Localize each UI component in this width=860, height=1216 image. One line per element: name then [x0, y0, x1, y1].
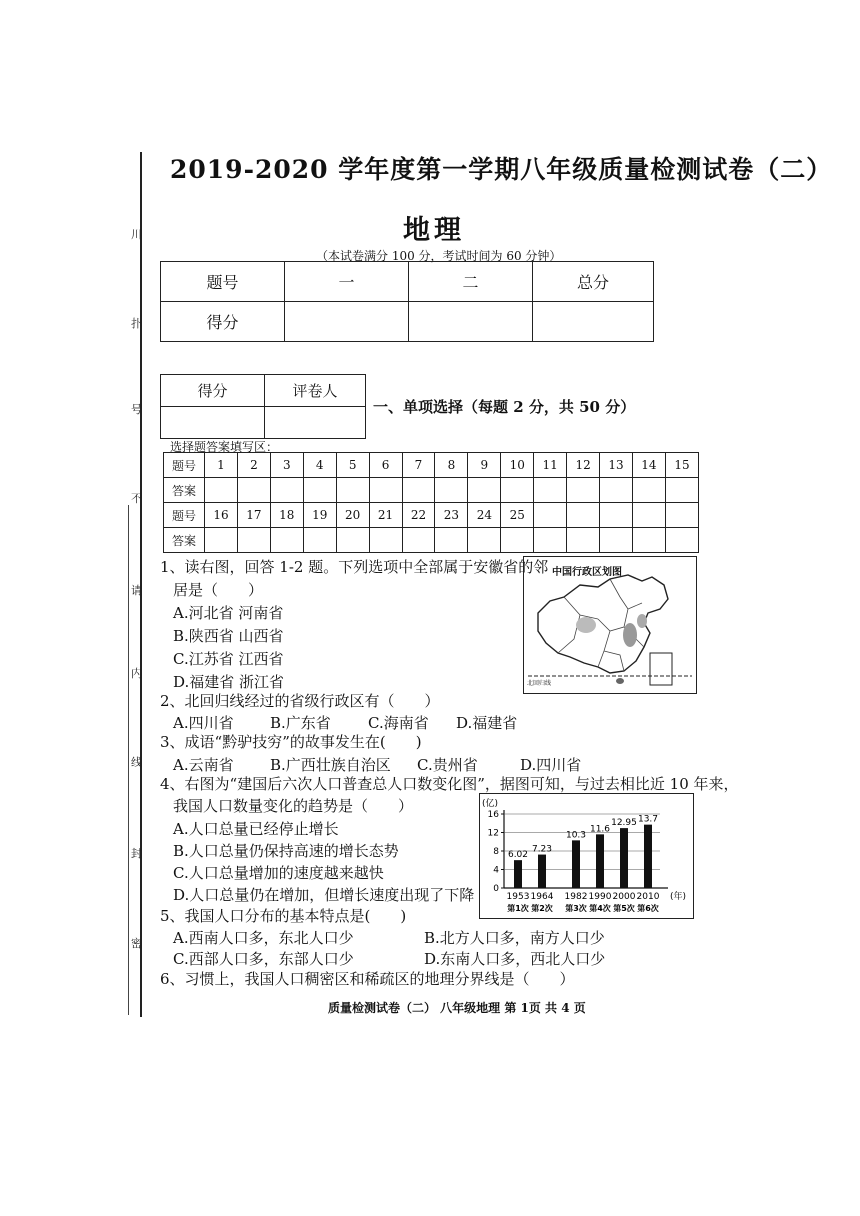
bar-value-label: 12.95 [611, 818, 637, 829]
answer-cell[interactable] [567, 528, 600, 553]
question-1-option-d: D.福建省 浙江省 [173, 673, 285, 691]
question-2-stem: 2、北回归线经过的省级行政区有（ ） [160, 692, 440, 710]
bar-value-label: 11.6 [589, 824, 611, 835]
bar-2010 [644, 825, 652, 888]
score-cell[interactable] [285, 302, 409, 342]
question-1-stem: 1、读右图，回答 1-2 题。下列选项中全部属于安徽省的邻 [160, 558, 549, 576]
question-3-option-d: D.四川省 [520, 756, 582, 774]
margin-char: 线 [131, 756, 142, 769]
bar-value-label: 13.7 [637, 814, 659, 825]
answer-cell[interactable] [336, 528, 369, 553]
question-5-option-b: B.北方人口多，南方人口少 [424, 929, 605, 947]
question-1-option-a: A.河北省 河南省 [173, 604, 284, 622]
answer-cell[interactable] [402, 478, 435, 503]
score-header-cell: 二 [409, 262, 533, 302]
score-table [160, 261, 654, 342]
answer-number-cell [600, 503, 633, 528]
answer-number-cell: 2 [237, 453, 270, 478]
map-title: 中国行政区划图 [552, 567, 622, 578]
x-tick-label: 1964 [530, 892, 554, 902]
score-cell[interactable] [409, 302, 533, 342]
x-tick-label: 1953 [506, 892, 530, 902]
census-label: 第4次 [589, 904, 611, 913]
x-tick-label: 1982 [564, 892, 588, 902]
province-shade [623, 623, 637, 647]
answer-number-cell: 12 [567, 453, 600, 478]
answer-cell[interactable] [402, 528, 435, 553]
answer-number-cell: 17 [237, 503, 270, 528]
answer-number-cell: 3 [270, 453, 303, 478]
answer-number-cell: 23 [435, 503, 468, 528]
margin-char: 请 [131, 584, 142, 597]
answer-number-cell: 4 [303, 453, 336, 478]
answer-cell[interactable] [369, 478, 402, 503]
answer-number-cell: 5 [336, 453, 369, 478]
exam-note: （本试卷满分 100 分，考试时间为 60 分钟） [316, 249, 562, 263]
y-tick-label: 4 [493, 865, 499, 876]
population-bar-chart [480, 794, 693, 918]
answer-number-cell [534, 503, 567, 528]
margin-char: 封 [131, 847, 142, 860]
answer-cell[interactable] [336, 478, 369, 503]
answer-number-cell: 6 [369, 453, 402, 478]
answer-number-cell [567, 503, 600, 528]
answer-cell[interactable] [632, 478, 665, 503]
question-6-stem: 6、习惯上，我国人口稠密区和稀疏区的地理分界线是（ ） [160, 970, 575, 988]
bar-1982 [572, 840, 580, 888]
answer-number-cell: 19 [303, 503, 336, 528]
section-title: 一、单项选择（每题 2 分，共 50 分） [373, 398, 636, 416]
answer-row-label-number: 题号 [164, 503, 205, 528]
bar-1953 [514, 860, 522, 888]
census-label: 第3次 [565, 904, 587, 913]
margin-char: 不 [131, 492, 142, 505]
y-tick-label: 8 [493, 847, 499, 857]
page-footer: 质量检测试卷（二） 八年级地理 第 1页 共 4 页 [328, 1001, 586, 1015]
question-3-stem: 3、成语“黔驴技穷”的故事发生在( ) [160, 733, 422, 751]
answer-number-cell: 9 [468, 453, 501, 478]
question-5-stem: 5、我国人口分布的基本特点是( ) [160, 907, 407, 925]
answer-cell[interactable] [468, 528, 501, 553]
answer-cell[interactable] [205, 478, 238, 503]
question-5-option-a: A.西南人口多，东北人口少 [173, 929, 354, 947]
question-2-option-c: C.海南省 [368, 714, 429, 732]
question-2-option-a: A.四川省 [173, 714, 234, 732]
subject-title: 地理 [403, 215, 465, 246]
answer-number-cell [632, 503, 665, 528]
grader-cell[interactable] [265, 407, 366, 439]
answer-cell[interactable] [303, 528, 336, 553]
question-2-option-d: D.福建省 [456, 714, 518, 732]
tropic-label: 北回归线 [527, 680, 552, 687]
question-1-option-c: C.江苏省 江西省 [173, 650, 284, 668]
answer-cell[interactable] [600, 528, 633, 553]
china-map-svg [524, 557, 696, 693]
answer-number-cell: 21 [369, 503, 402, 528]
answer-cell[interactable] [501, 528, 534, 553]
bar-value-label: 6.02 [507, 850, 529, 861]
grader-cell[interactable] [161, 407, 265, 439]
answer-cell[interactable] [632, 528, 665, 553]
score-header-cell: 总分 [533, 262, 654, 302]
answer-number-cell: 7 [402, 453, 435, 478]
answer-cell[interactable] [270, 528, 303, 553]
score-header-cell: 题号 [161, 262, 285, 302]
question-4-option-c: C.人口总量增加的速度越来越快 [173, 864, 384, 882]
grader-header-cell: 评卷人 [265, 375, 366, 407]
question-5-option-d: D.东南人口多，西北人口少 [424, 950, 606, 968]
answer-number-cell: 1 [205, 453, 238, 478]
x-tick-label: 2010 [636, 892, 660, 902]
hainan-island [616, 678, 624, 684]
answer-cell[interactable] [369, 528, 402, 553]
answer-area-label: 选择题答案填写区： [170, 440, 279, 454]
margin-char: 号 [131, 403, 142, 416]
population-chart-figure [479, 793, 694, 919]
answer-number-cell: 25 [501, 503, 534, 528]
question-3-option-c: C.贵州省 [417, 756, 478, 774]
y-tick-label: 16 [487, 810, 499, 820]
question-4-option-d: D.人口总量仍在增加，但增长速度出现了下降 [173, 886, 475, 904]
exam-title: 2019-2020 学年度第一学期八年级质量检测试卷（二） [170, 155, 833, 184]
answer-number-cell: 18 [270, 503, 303, 528]
census-label: 第5次 [613, 904, 635, 913]
answer-number-cell: 14 [632, 453, 665, 478]
answer-number-cell: 15 [665, 453, 698, 478]
census-label: 第1次 [507, 904, 529, 913]
x-tick-label: 2000 [612, 892, 636, 902]
province-shade [576, 617, 596, 633]
question-4-stem: 4、右图为“建国后六次人口普查总人口数变化图”，据图可知，与过去相比近 10 年来， [160, 775, 739, 793]
bar-2000 [620, 828, 628, 888]
question-4-option-b: B.人口总量仍保持高速的增长态势 [173, 842, 399, 860]
question-5-option-c: C.西部人口多，东部人口少 [173, 950, 354, 968]
answer-cell[interactable] [600, 478, 633, 503]
question-4-stem-cont: 我国人口数量变化的趋势是（ ） [173, 797, 414, 815]
answer-number-cell: 11 [534, 453, 567, 478]
answer-number-cell: 22 [402, 503, 435, 528]
census-label: 第6次 [637, 904, 659, 913]
y-axis-label: (亿) [482, 799, 499, 809]
margin-char: 密 [131, 937, 142, 950]
answer-number-cell [665, 503, 698, 528]
answer-row-label-number: 题号 [164, 453, 205, 478]
grader-header-cell: 得分 [161, 375, 265, 407]
bar-1964 [538, 855, 546, 888]
answer-cell[interactable] [665, 478, 698, 503]
answer-cell[interactable] [665, 528, 698, 553]
y-tick-label: 12 [487, 828, 499, 839]
answer-number-cell: 24 [468, 503, 501, 528]
province-shade [637, 614, 647, 628]
y-tick-label: 0 [493, 884, 499, 894]
question-1-stem-cont: 居是（ ） [173, 581, 264, 599]
score-cell[interactable] [533, 302, 654, 342]
answer-cell[interactable] [501, 478, 534, 503]
answer-row-label-answer: 答案 [164, 528, 205, 553]
answer-cell[interactable] [567, 478, 600, 503]
answer-number-cell: 13 [600, 453, 633, 478]
answer-cell[interactable] [237, 528, 270, 553]
answer-number-cell: 16 [205, 503, 238, 528]
bar-1990 [596, 834, 604, 888]
x-axis-label: (年) [670, 892, 687, 902]
grader-table [160, 374, 366, 439]
binding-line-inner [128, 505, 129, 1015]
census-label: 第2次 [531, 904, 553, 913]
answer-row-label-answer: 答案 [164, 478, 205, 503]
score-header-cell: 一 [285, 262, 409, 302]
answer-cell[interactable] [534, 528, 567, 553]
china-map-figure [523, 556, 697, 694]
answer-number-cell: 8 [435, 453, 468, 478]
question-2-option-b: B.广东省 [270, 714, 331, 732]
question-4-option-a: A.人口总量已经停止增长 [173, 820, 339, 838]
answer-cell[interactable] [435, 528, 468, 553]
bar-value-label: 7.23 [531, 844, 553, 855]
margin-char: 川 [131, 228, 142, 241]
answer-cell[interactable] [435, 478, 468, 503]
margin-char: 内 [131, 667, 142, 680]
answer-cell[interactable] [303, 478, 336, 503]
answer-number-cell: 10 [501, 453, 534, 478]
answer-cell[interactable] [270, 478, 303, 503]
south-china-sea-inset [650, 653, 672, 685]
answer-table [163, 452, 699, 553]
answer-cell[interactable] [205, 528, 238, 553]
question-3-option-b: B.广西壮族自治区 [270, 756, 391, 774]
score-row-label: 得分 [161, 302, 285, 342]
answer-cell[interactable] [237, 478, 270, 503]
question-1-option-b: B.陕西省 山西省 [173, 627, 284, 645]
question-3-option-a: A.云南省 [173, 756, 234, 774]
answer-cell[interactable] [534, 478, 567, 503]
answer-cell[interactable] [468, 478, 501, 503]
answer-number-cell: 20 [336, 503, 369, 528]
bar-value-label: 10.3 [565, 830, 587, 841]
margin-char: 扑 [131, 317, 142, 330]
x-tick-label: 1990 [588, 892, 612, 902]
